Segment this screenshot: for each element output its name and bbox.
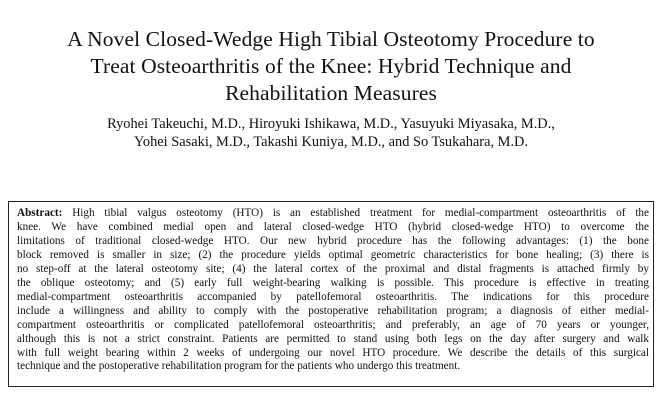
abstract-line: although this is not a strict constraint. Patients are permitted to stand using both legs on the day after surgery and walk [17, 332, 649, 345]
abstract-line: limitations of traditional closed-wedge HTO. Our new hybrid procedure has the following advantages: (1) the bone [17, 234, 649, 247]
abstract-line: technique and the postoperative rehabilitation program for the patients who undergo this treatment. [17, 360, 461, 373]
abstract-line: include a willingness and ability to comply with the postoperative rehabilitation program; a diagnosis of either medial- [17, 304, 649, 317]
author-line: Ryohei Takeuchi, M.D., Hiroyuki Ishikawa, M.D., Yasuyuki Miyasaka, M.D., [107, 116, 555, 132]
abstract-line: no step-off at the lateral osteotomy site; (4) the lateral cortex of the proximal and distal fragments is attached firmly by [17, 262, 649, 275]
author-list [20, 115, 642, 151]
title-line: A Novel Closed-Wedge High Tibial Osteotomy Procedure to [67, 27, 595, 51]
paper-title [20, 26, 642, 107]
author-line: Yohei Sasaki, M.D., Takashi Kuniya, M.D., and So Tsukahara, M.D. [133, 134, 529, 150]
abstract-line: medial-compartment osteoarthritis accompanied by patellofemoral osteoarthritis. The indications for this procedure [17, 290, 649, 303]
abstract-line: compartment osteoarthritis or complicated patellofemoral osteoarthritis; and preferably, an age of 70 years or younger, [17, 318, 649, 331]
abstract-line: the oblique osteotomy; and (5) early full weight-bearing walking is possible. This procedure is effective in treating [17, 276, 649, 289]
abstract-line: with full weight bearing within 2 weeks of undergoing our novel HTO procedure. We describe the details of this surgical [17, 346, 649, 359]
title-line: Treat Osteoarthritis of the Knee: Hybrid Technique and [90, 54, 572, 78]
title-line: Rehabilitation Measures [225, 81, 437, 105]
abstract-line [17, 207, 649, 221]
abstract-box [8, 201, 654, 387]
abstract-line: knee. We have combined medial open and lateral closed-wedge HTO (hybrid closed-wedge HTO) to overcome the [17, 220, 649, 233]
abstract-line: block removed is smaller in size; (2) the procedure yields optimal geometric characteristics for bone healing; (3) there is [17, 248, 649, 261]
abstract-text: High tibial valgus osteotomy (HTO) is an established treatment for medial-compartment osteoarthritis of the [72, 207, 649, 219]
abstract-heading: Abstract: [17, 207, 63, 219]
